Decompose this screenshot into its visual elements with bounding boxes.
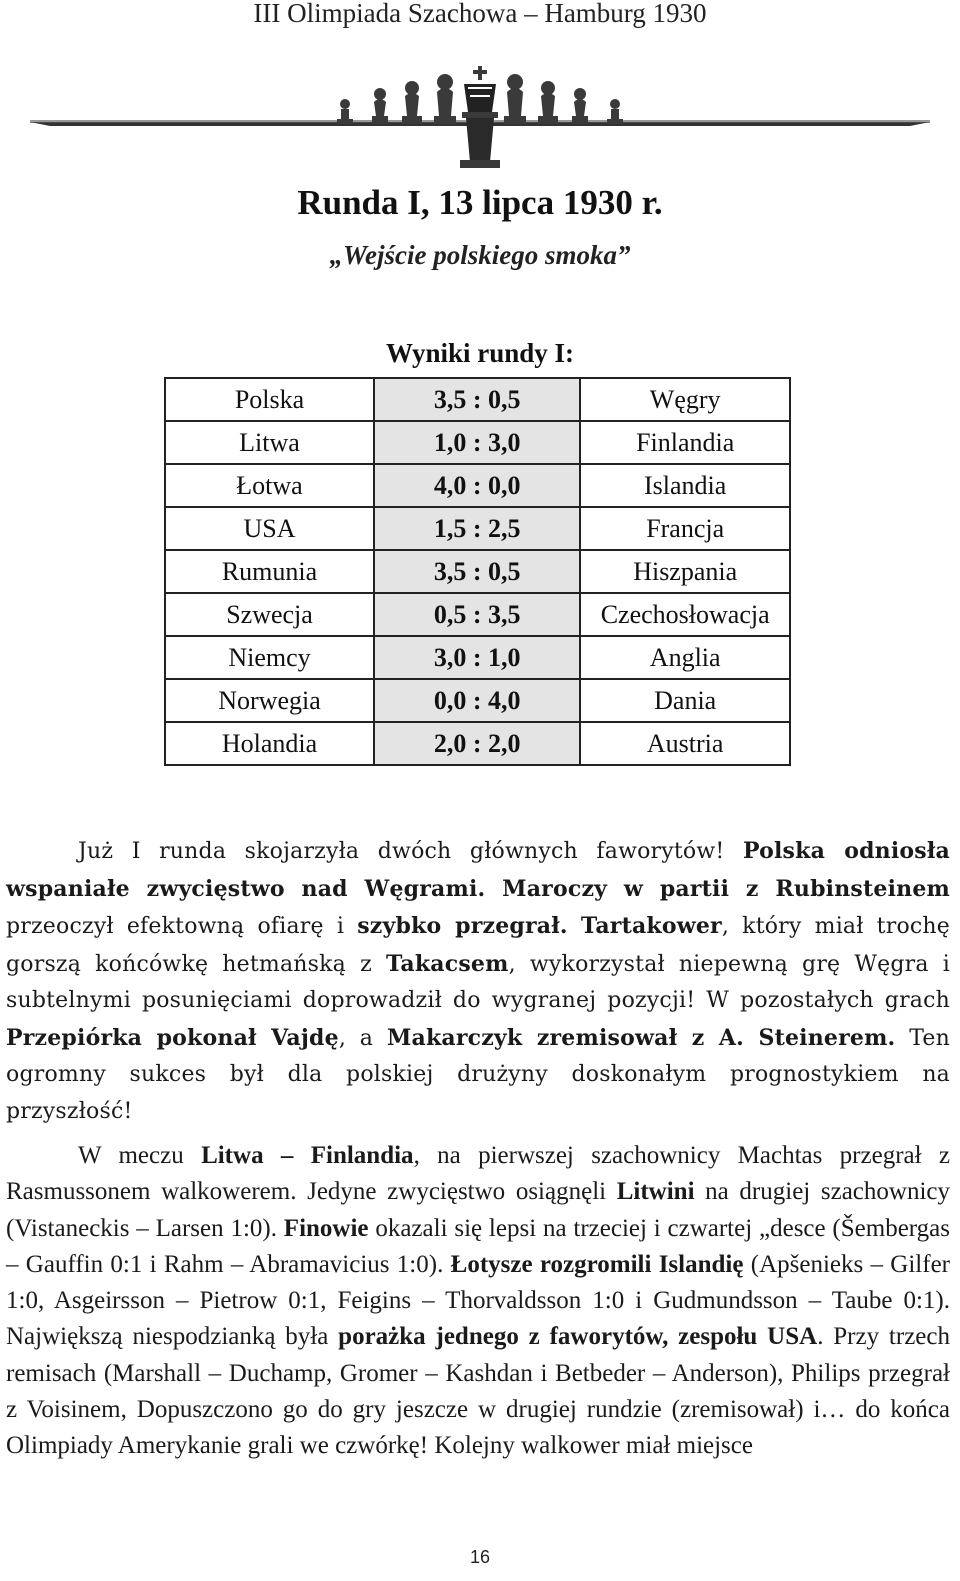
page-number: 16 <box>469 1547 491 1567</box>
table-row <box>165 421 790 464</box>
home-team-cell: Polska <box>165 378 374 421</box>
table-row <box>165 679 790 722</box>
home-team-cell: Szwecja <box>165 593 374 636</box>
score-cell: 0,0 : 4,0 <box>374 679 580 722</box>
text-segment: , który miał trochę gorszą końcówkę hetmańską z <box>6 914 950 977</box>
bold-text-segment: Łotysze rozgromili Islandię <box>450 1250 744 1278</box>
bold-text-segment: Takacsem <box>385 950 509 977</box>
away-team-cell: Węgry <box>580 378 790 421</box>
away-team-cell: Hiszpania <box>580 550 790 593</box>
bold-text-segment: Tartakower <box>580 913 722 939</box>
text-segment: Ten ogromny sukces był dla polskiej drużyny doskonałym prognostykiem na przyszłość! <box>6 1025 950 1124</box>
away-team-cell: Czechosłowacja <box>580 593 790 636</box>
away-team-cell: Finlandia <box>580 421 790 464</box>
table-row <box>165 593 790 636</box>
table-row <box>165 464 790 507</box>
text-segment: , na pierwszej szachownicy Machtas przegrał z Rasmussonem walkowerem. Jedyne zwycięstwo osiągnęli <box>6 1142 950 1206</box>
round-title: Runda I, 13 lipca 1930 r. <box>297 183 663 222</box>
away-team-cell: Dania <box>580 679 790 722</box>
bold-text-segment: szybko przegrał. <box>357 913 568 939</box>
results-table <box>164 377 791 766</box>
score-cell: 0,5 : 3,5 <box>374 593 580 636</box>
text-segment: przeoczył efektowną ofiarę i <box>6 914 358 939</box>
results-heading: Wyniki rundy I: <box>385 338 575 368</box>
table-row <box>165 507 790 550</box>
round-subtitle: „Wejście polskiego smoka” <box>329 240 631 270</box>
bold-text-segment: Litwini <box>616 1178 695 1206</box>
bold-text-segment: Przepiórka pokonał Vajdę <box>6 1024 339 1051</box>
text-segment <box>568 914 581 939</box>
chess-pieces-ornament-icon <box>30 62 930 172</box>
home-team-cell: Litwa <box>165 421 374 464</box>
home-team-cell: Rumunia <box>165 550 374 593</box>
bold-text-segment: Makarczyk zremisował z A. Steinerem. <box>386 1024 896 1051</box>
text-segment: (Apšenieks – Gilfer 1:0, Asgeirsson – Pietrow 0:1, Feigins – Thorvaldsson 1:0 i Gudmundsson – Taube 0:1). Największą niespodzianką była <box>6 1250 951 1351</box>
home-team-cell: Łotwa <box>165 464 374 507</box>
score-cell: 1,0 : 3,0 <box>374 421 580 464</box>
home-team-cell: Norwegia <box>165 679 374 722</box>
text-segment: na drugiej szachownicy (Vistaneckis – Larsen 1:0). <box>6 1178 950 1242</box>
home-team-cell: USA <box>165 507 374 550</box>
score-cell: 3,0 : 1,0 <box>374 636 580 679</box>
score-cell: 3,5 : 0,5 <box>374 550 580 593</box>
text-segment: . Przy trzech remisach (Marshall – Duchamp, Gromer – Kashdan i Betbeder – Anderson), Philips przegrał z Voisinem, Dopuszczono go do gry jeszcze w drugiej rundzie (zremisował) i… do końca Olimpiady Amerykanie grali we czwórkę! Kolejny walkower miał miejsce <box>6 1323 950 1460</box>
away-team-cell: Austria <box>580 722 790 765</box>
paragraph-other-matches <box>6 1138 950 1465</box>
table-row <box>165 550 790 593</box>
text-segment: Już I runda skojarzyła dwóch głównych faworytów! <box>78 839 743 864</box>
text-segment: W meczu <box>78 1142 202 1169</box>
score-cell: 3,5 : 0,5 <box>374 378 580 421</box>
text-segment: okazali się lepsi na trzeciej i czwartej „desce (Šembergas – Gauffin 0:1 i Rahm – Abramavicius 1:0). <box>6 1214 950 1278</box>
table-row <box>165 378 790 421</box>
table-row <box>165 722 790 765</box>
away-team-cell: Islandia <box>580 464 790 507</box>
away-team-cell: Francja <box>580 507 790 550</box>
score-cell: 4,0 : 0,0 <box>374 464 580 507</box>
bold-text-segment: Finowie <box>283 1214 369 1242</box>
running-header: III Olimpiada Szachowa – Hamburg 1930 <box>253 0 707 28</box>
paragraph-polska-wegry <box>6 833 950 1130</box>
score-cell: 1,5 : 2,5 <box>374 507 580 550</box>
table-row <box>165 636 790 679</box>
score-cell: 2,0 : 2,0 <box>374 722 580 765</box>
home-team-cell: Holandia <box>165 722 374 765</box>
text-segment: , wykorzystał niepewną grę Węgra i subtelnymi posunięciami doprowadził do wygranej pozycji! W pozostałych grach <box>6 951 950 1013</box>
home-team-cell: Niemcy <box>165 636 374 679</box>
text-segment: , a <box>338 1025 387 1051</box>
away-team-cell: Anglia <box>580 636 790 679</box>
bold-text-segment: Polska odniosła wspaniałe zwycięstwo nad Węgrami. Maroczy w partii z Rubinsteinem <box>6 838 951 902</box>
bold-text-segment: porażka jednego z faworytów, zespołu USA <box>338 1323 818 1351</box>
bold-text-segment: Litwa – Finlandia <box>201 1142 414 1169</box>
